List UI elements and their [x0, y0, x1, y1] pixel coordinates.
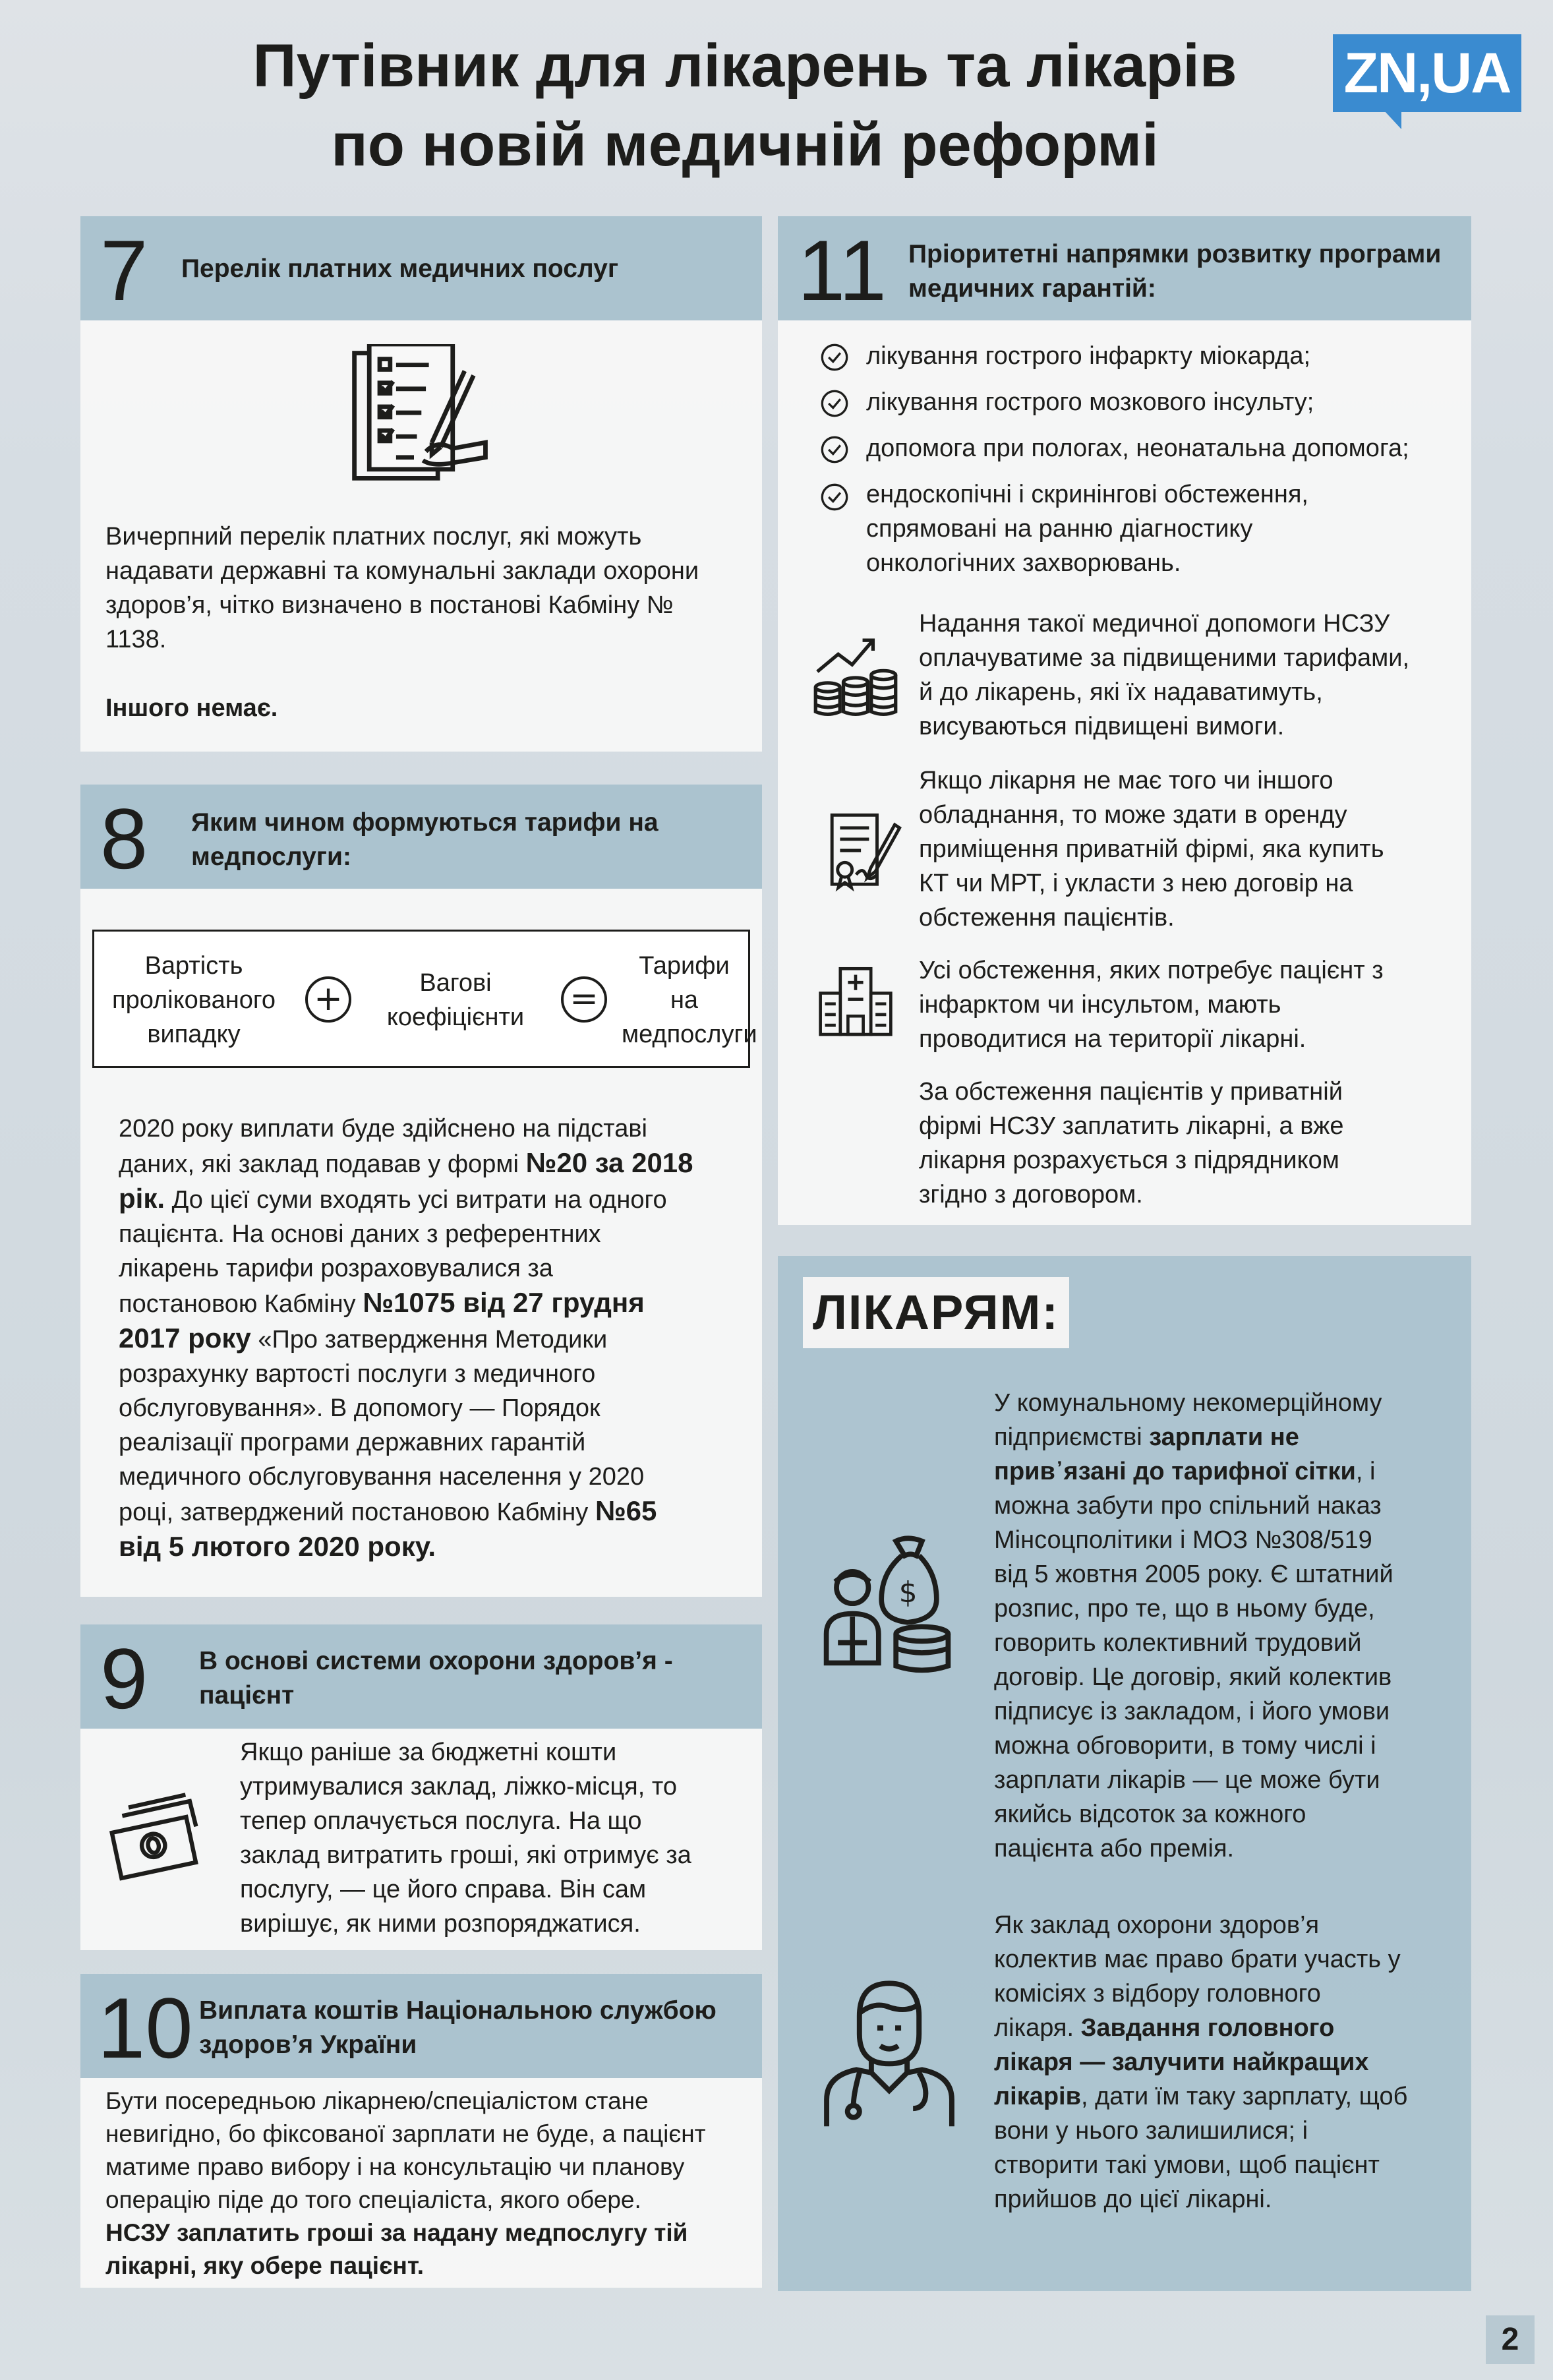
section-9-line: Якщо раніше за бюджетні кошти — [240, 1739, 617, 1766]
doctors-line: колектив має право брати участь у — [994, 1946, 1401, 1973]
section-10-heading-line: Виплата коштів Національною службою — [199, 1996, 717, 2025]
section-8-line — [119, 1494, 693, 1530]
priority-item-line: онкологічних захворювань. — [866, 549, 1181, 577]
doctors-para-chief — [994, 1908, 1407, 2216]
section-8-line: обслуговування». В допомогу — Порядок — [119, 1394, 601, 1422]
section-11-line: Усі обстеження, яких потребує пацієнт з — [919, 957, 1384, 984]
text-run: постановою Кабміну — [119, 1290, 363, 1318]
text-run: лікаря. — [994, 2014, 1081, 2042]
section-8-heading-line: Яким чином формуються тарифи на — [191, 808, 659, 837]
section-8-line: пацієнта. На основі даних з референтних — [119, 1220, 601, 1248]
doctors-para-salary — [994, 1386, 1393, 1866]
section-8-line: 2020 року виплати буде здійснено на підставі — [119, 1115, 647, 1143]
section-8-line: лікарень тарифи розраховувалися за — [119, 1255, 553, 1282]
section-11-line: КТ чи МРТ, і укласти з нею договір на — [919, 870, 1353, 897]
section-11-number: 11 — [798, 222, 887, 318]
doctors-line: створити такі умови, щоб пацієнт — [994, 2151, 1380, 2179]
text-run-bold: 2017 року — [119, 1323, 251, 1354]
doctors-line — [994, 2011, 1407, 2045]
section-11-para-rent — [919, 763, 1384, 935]
section-9-line: вирішує, як ними розпоряджатися. — [240, 1910, 641, 1938]
doctors-line: вони у нього залишилися; і — [994, 2117, 1308, 2145]
section-7-heading: Перелік платних медичних послуг — [181, 254, 619, 283]
section-10-line: операцію піде до того спеціаліста, якого обере. — [105, 2186, 641, 2213]
money-icon — [105, 1780, 215, 1886]
text-run: році, затверджений постановою Кабміну — [119, 1499, 595, 1526]
section-11-line: приміщення приватній фірмі, яка купить — [919, 835, 1384, 863]
priority-item: допомога при пологах, неонатальна допомога; — [866, 434, 1409, 462]
priority-item: лікування гострого мозкового інсульту; — [866, 388, 1314, 416]
text-run-bold: №1075 від 27 грудня — [363, 1287, 645, 1318]
section-10-line: матиме право вибору і на консультацію чи планову — [105, 2153, 685, 2180]
text-run: До цієї суми входять усі витрати на одного — [165, 1186, 667, 1214]
doctors-line: якийсь відсоток за кожного — [994, 1800, 1306, 1828]
check-circle-icon — [820, 389, 849, 418]
hospital-icon — [817, 963, 894, 1039]
section-11-line: Якщо лікарня не має того чи іншого — [919, 767, 1333, 794]
section-11-line: фірмі НСЗУ заплатить лікарні, а вже — [919, 1112, 1344, 1140]
svg-text:$: $ — [898, 1576, 918, 1609]
doctors-line: зарплати лікарів — це може бути — [994, 1766, 1380, 1794]
section-7-line: надавати державні та комунальні заклади охорони — [105, 557, 699, 585]
section-8-line — [119, 1321, 693, 1357]
formula-term-line: Вартість — [144, 952, 243, 980]
check-circle-icon — [820, 435, 849, 464]
doctors-line: від 5 жовтня 2005 року. Є штатний — [994, 1561, 1393, 1588]
section-9-line: заклад витратить гроші, які отримує за — [240, 1841, 691, 1869]
section-7-body — [105, 520, 699, 657]
section-11-line: інфарктом чи інсультом, мають — [919, 991, 1281, 1019]
section-8-line — [119, 1181, 693, 1217]
section-11-line: За обстеження пацієнтів у приватній — [919, 1078, 1343, 1106]
formula-term-line: коефіцієнти — [386, 1003, 525, 1031]
section-10-line: лікарні, яку обере пацієнт. — [105, 2252, 425, 2279]
plus-icon: + — [305, 976, 351, 1023]
formula-term-line: на — [670, 986, 699, 1014]
check-circle-icon — [820, 343, 849, 372]
formula-term-line: пролікованого — [112, 986, 276, 1014]
section-11-line: висуваються підвищені вимоги. — [919, 713, 1285, 740]
formula-term-line: медпослуги — [622, 1021, 757, 1048]
formula-term-tariffs — [622, 949, 757, 1052]
section-7-line: Вичерпний перелік платних послуг, які можуть — [105, 523, 642, 550]
doctors-line: можна забути про спільний наказ — [994, 1492, 1382, 1520]
doctors-line: прийшов до цієї лікарні. — [994, 2186, 1272, 2213]
salary-doctor-icon — [815, 1530, 960, 1675]
section-9-line: послугу, — це його справа. Він сам — [240, 1876, 647, 1903]
section-11-line: Надання такої медичної допомоги НСЗУ — [919, 610, 1390, 638]
doctors-line: підписує із закладом, і його умови — [994, 1698, 1390, 1725]
section-11-heading — [908, 237, 1441, 306]
text-run: даних, які заклад подавав у формі — [119, 1150, 526, 1178]
section-10-body — [105, 2085, 706, 2282]
doctors-line: комісіях з відбору головного — [994, 1980, 1321, 2008]
doctors-label: ЛІКАРЯМ: — [803, 1277, 1069, 1348]
section-11-heading-line: медичних гарантій: — [908, 274, 1156, 303]
formula-term-line: випадку — [147, 1021, 241, 1048]
doctors-line — [994, 1454, 1393, 1489]
zn-ua-logo: ZN,UA — [1333, 34, 1521, 112]
section-10-heading-line: здоров’я України — [199, 2031, 417, 2059]
doctors-line: пацієнта або премія. — [994, 1835, 1235, 1862]
text-run: підприємстві — [994, 1423, 1150, 1451]
section-11-line: лікарня розрахується з підрядником — [919, 1146, 1339, 1174]
section-8-line — [119, 1286, 693, 1321]
checklist-icon — [339, 344, 488, 493]
text-run-bold: прив᾿язані до тарифної сітки — [994, 1458, 1356, 1485]
section-8-line: від 5 лютого 2020 року. — [119, 1531, 436, 1562]
section-9-line: тепер оплачується послуга. На що — [240, 1807, 642, 1835]
equals-icon: = — [561, 976, 607, 1023]
doctors-line: розпис, про те, що в ньому буде, — [994, 1595, 1375, 1622]
text-run-bold: №65 — [595, 1495, 657, 1526]
text-run-bold: лікарів — [994, 2083, 1081, 2110]
section-9-number: 9 — [100, 1630, 148, 1727]
check-circle-icon — [820, 483, 849, 512]
section-9-body — [240, 1735, 691, 1941]
tariff-formula-box — [92, 930, 757, 1068]
formula-term-weights — [363, 966, 548, 1034]
doctors-line: договір. Це договір, який колектив — [994, 1663, 1392, 1691]
section-8-number: 8 — [100, 790, 148, 887]
section-11-line: оплачуватиме за підвищеними тарифами, — [919, 644, 1410, 672]
section-7-line: 1138. — [105, 626, 167, 653]
doctor-icon — [815, 1971, 964, 2129]
formula-term-cost — [101, 949, 287, 1052]
section-9-heading — [199, 1644, 673, 1713]
section-11-para-inside — [919, 953, 1384, 1056]
section-7-line: здоров’я, чітко визначено в постанові Кабміну № — [105, 591, 674, 619]
doctors-line: Як заклад охорони здоров’я — [994, 1911, 1320, 1939]
page-number: 2 — [1486, 2315, 1535, 2364]
formula-term-line: Тарифи — [639, 952, 730, 980]
section-9-heading-line: пацієнт — [199, 1681, 295, 1710]
section-10-heading — [199, 1994, 717, 2062]
section-8-line: реалізації програми державних гарантій — [119, 1429, 586, 1456]
section-7-bold-note: Іншого немає. — [105, 694, 278, 722]
section-7-number: 7 — [100, 222, 148, 318]
text-run-bold: зарплати не — [1149, 1423, 1299, 1451]
section-11-line: проводитися на території лікарні. — [919, 1025, 1306, 1053]
priority-item-line: ендоскопічні і скринінгові обстеження, — [866, 481, 1308, 508]
priority-item-line: спрямовані на ранню діагностику — [866, 515, 1253, 543]
section-11-line: обстеження пацієнтів. — [919, 904, 1175, 932]
section-8-body — [119, 1112, 693, 1564]
section-9-line: утримувалися заклад, ліжко-місця, то — [240, 1773, 677, 1800]
section-10-line: невигідно, бо фіксованої зарплати не буде, а пацієнт — [105, 2120, 706, 2147]
section-10-line: Бути посередньою лікарнею/спеціалістом стане — [105, 2087, 649, 2114]
text-run: , і — [1355, 1458, 1376, 1485]
section-11-para-payment — [919, 1075, 1344, 1212]
contract-icon — [824, 808, 904, 893]
title-line-1: Путівник для лікарень та лікарів — [252, 32, 1237, 100]
section-8-line: розрахунку вартості послуги з медичного — [119, 1360, 596, 1388]
section-11-line: й до лікарень, які їх надаватимуть, — [919, 678, 1323, 706]
page-title — [152, 26, 1338, 185]
doctors-line: Мінсоцполітики і МОЗ №308/519 — [994, 1526, 1372, 1554]
title-line-2: по новій медичній реформі — [331, 111, 1159, 179]
section-10-number: 10 — [98, 1980, 193, 2076]
text-run-bold: Завдання головного — [1080, 2014, 1335, 2042]
section-11-line: згідно з договором. — [919, 1181, 1143, 1208]
text-run: «Про затвердження Методики — [250, 1326, 608, 1354]
section-11-para-tariffs — [919, 607, 1409, 744]
growth-coins-icon — [812, 632, 899, 719]
section-11-line: обладнання, то може здати в оренду — [919, 801, 1347, 829]
section-8-line — [119, 1146, 693, 1181]
doctors-line: можна обговорити, в тому числі і — [994, 1732, 1376, 1760]
priority-item — [866, 477, 1308, 580]
text-run-bold: рік. — [119, 1183, 165, 1214]
section-8-heading-line: медпослуги: — [191, 843, 352, 871]
priority-item: лікування гострого інфаркту міокарда; — [866, 342, 1311, 370]
section-10-line: НСЗУ заплатить гроші за надану медпослугу тій — [105, 2219, 688, 2246]
formula-term-line: Вагові — [419, 969, 492, 997]
doctors-line — [994, 2079, 1407, 2114]
doctors-line: лікаря — залучити найкращих — [994, 2048, 1369, 2076]
text-run-bold: №20 за 2018 — [525, 1147, 693, 1178]
section-9-heading-line: В основі системи охорони здоров’я - — [199, 1647, 673, 1675]
section-11-heading-line: Пріоритетні напрямки розвитку програми — [908, 240, 1442, 268]
section-8-heading — [191, 806, 659, 874]
doctors-line: говорить колективний трудовий — [994, 1629, 1362, 1657]
text-run: , дати їм таку зарплату, щоб — [1080, 2083, 1408, 2110]
doctors-line — [994, 1420, 1393, 1454]
doctors-line: У комунальному некомерційному — [994, 1389, 1382, 1417]
section-8-line: медичного обслуговування населення у 2020 — [119, 1463, 645, 1491]
